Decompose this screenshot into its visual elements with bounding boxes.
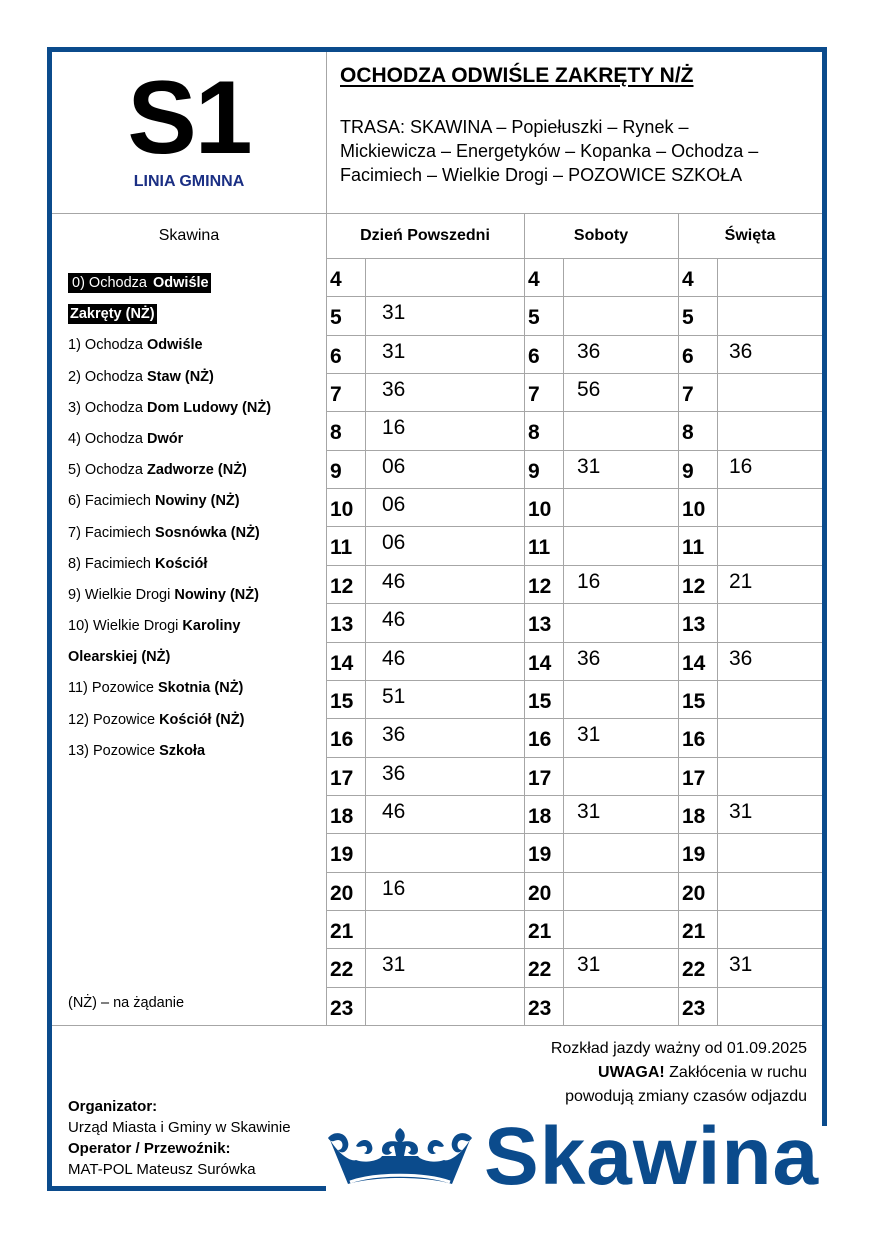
saturday-minutes: 36 bbox=[577, 646, 601, 670]
stop-name: Odwiśle bbox=[147, 337, 203, 354]
row-divider bbox=[326, 833, 822, 834]
weekday-minutes: 46 bbox=[382, 569, 406, 593]
stop-prefix: 3) Ochodza bbox=[68, 399, 147, 416]
weekday-minutes: 46 bbox=[382, 799, 406, 823]
saturday-hour: 14 bbox=[528, 651, 552, 675]
stop-list bbox=[68, 268, 328, 767]
weekday-hour: 14 bbox=[330, 651, 354, 675]
stop-prefix: 13) Pozowice bbox=[68, 742, 160, 759]
weekday-minutes: 31 bbox=[382, 953, 406, 977]
weekday-hour: 11 bbox=[330, 536, 353, 560]
stop-item bbox=[68, 549, 328, 580]
saturday-hour: 8 bbox=[528, 421, 540, 445]
stop-name: Nowiny (NŻ) bbox=[174, 586, 259, 603]
weekday-hour: 4 bbox=[330, 268, 342, 291]
weekday-hour: 9 bbox=[330, 459, 342, 483]
weekday-minutes: 06 bbox=[382, 493, 406, 517]
holiday-hour: 13 bbox=[682, 613, 706, 637]
saturday-hour: 23 bbox=[528, 996, 552, 1020]
holiday-hour: 22 bbox=[682, 958, 706, 982]
stop-name: Zakręty (NŻ) bbox=[70, 306, 155, 323]
holiday-hour: 16 bbox=[682, 728, 706, 752]
row-divider bbox=[326, 642, 822, 643]
weekday-hour: 21 bbox=[330, 919, 354, 943]
stop-item bbox=[68, 673, 328, 704]
row-divider bbox=[326, 680, 822, 681]
row-divider bbox=[326, 795, 822, 796]
valid-from: Rozkład jazdy ważny od 01.09.2025 bbox=[550, 1040, 807, 1057]
weekday-hour: 18 bbox=[330, 804, 354, 828]
warning-line bbox=[551, 1061, 807, 1085]
stop-item bbox=[68, 330, 328, 361]
saturday-hour: 12 bbox=[528, 574, 552, 598]
stop-item-cont bbox=[68, 642, 328, 673]
skawina-logo bbox=[326, 1111, 827, 1202]
saturday-hour: 4 bbox=[528, 268, 540, 291]
stop-name: Sosnówka (NŻ) bbox=[155, 524, 260, 541]
weekday-minutes: 31 bbox=[382, 339, 406, 363]
saturday-hour: 6 bbox=[528, 344, 540, 368]
saturday-hour: 9 bbox=[528, 459, 540, 483]
weekday-minutes: 06 bbox=[382, 531, 406, 555]
current-stop bbox=[68, 268, 328, 299]
saturday-minutes: 56 bbox=[577, 378, 601, 402]
weekday-hour: 23 bbox=[330, 996, 354, 1020]
row-divider bbox=[326, 948, 822, 949]
weekday-minutes: 16 bbox=[382, 876, 406, 900]
route-description: TRASA: SKAWINA – Popiełuszki – Rynek – Mickiewicza – Energetyków – Kopanka – Ochodza – Facimiech – Wielkie Drogi – POZOWICE SZKOŁA bbox=[340, 117, 759, 185]
stop-item bbox=[68, 393, 328, 424]
row-divider bbox=[326, 450, 822, 451]
stop-title: OCHODZA ODWIŚLE ZAKRĘTY N/Ż bbox=[340, 64, 694, 87]
holiday-hour: 11 bbox=[682, 536, 705, 560]
saturday-hour: 16 bbox=[528, 728, 552, 752]
saturday-hour: 7 bbox=[528, 383, 540, 407]
weekday-hour: 16 bbox=[330, 728, 354, 752]
weekday-hour: 19 bbox=[330, 843, 354, 867]
holiday-hour: 18 bbox=[682, 804, 706, 828]
row-divider bbox=[326, 718, 822, 719]
stop-name: Karoliny bbox=[182, 618, 241, 635]
holiday-minutes: 36 bbox=[729, 339, 753, 363]
line-type: LINIA GMINNA bbox=[133, 173, 245, 190]
holiday-minutes: 31 bbox=[729, 799, 753, 823]
holiday-hour: 12 bbox=[682, 574, 706, 598]
row-divider bbox=[326, 603, 822, 604]
holiday-hour: 17 bbox=[682, 766, 706, 790]
saturday-hour: 17 bbox=[528, 766, 552, 790]
warning-text: Zakłócenia w ruchu bbox=[664, 1064, 807, 1081]
stop-item bbox=[68, 611, 328, 642]
stop-name: Kościół bbox=[155, 555, 208, 572]
saturday-minutes: 31 bbox=[577, 799, 601, 823]
stop-prefix: 12) Pozowice bbox=[68, 711, 160, 728]
stop-prefix: 8) Facimiech bbox=[68, 555, 156, 572]
stop-item bbox=[68, 705, 328, 736]
weekday-minutes: 16 bbox=[382, 416, 406, 440]
weekday-minutes: 46 bbox=[382, 646, 406, 670]
stop-prefix: 6) Facimiech bbox=[68, 493, 156, 510]
weekday-minutes: 51 bbox=[382, 684, 406, 708]
holiday-minutes: 16 bbox=[729, 454, 753, 478]
stop-item bbox=[68, 736, 328, 767]
holiday-hour: 14 bbox=[682, 651, 706, 675]
warning-text-2: powodują zmiany czasów odjazdu bbox=[565, 1088, 807, 1105]
holiday-hour: 10 bbox=[682, 498, 706, 522]
stop-name: Olearskiej (NŻ) bbox=[68, 649, 171, 666]
weekday-hour: 7 bbox=[330, 383, 342, 407]
stop-prefix: 9) Wielkie Drogi bbox=[68, 586, 175, 603]
weekday-hour: 13 bbox=[330, 613, 354, 637]
row-divider bbox=[326, 296, 822, 297]
weekday-header: Dzień Powszedni bbox=[360, 226, 490, 244]
holiday-minutes: 21 bbox=[729, 569, 753, 593]
holiday-hour: 21 bbox=[682, 919, 706, 943]
row-divider bbox=[326, 488, 822, 489]
stop-item bbox=[68, 424, 328, 455]
current-stop-cont bbox=[68, 299, 328, 330]
stop-name: Dom Ludowy (NŻ) bbox=[147, 399, 272, 416]
row-divider bbox=[326, 411, 822, 412]
saturday-hour: 22 bbox=[528, 958, 552, 982]
stop-prefix: 10) Wielkie Drogi bbox=[68, 618, 183, 635]
row-divider bbox=[326, 872, 822, 873]
stop-name: Skotnia (NŻ) bbox=[158, 680, 244, 697]
divider bbox=[326, 258, 822, 259]
holiday-hour: 20 bbox=[682, 881, 706, 905]
row-divider bbox=[326, 757, 822, 758]
stop-prefix: 1) Ochodza bbox=[68, 337, 147, 354]
stop-name: Dwór bbox=[147, 430, 184, 447]
weekday-minutes: 36 bbox=[382, 761, 406, 785]
holiday-hour: 19 bbox=[682, 843, 706, 867]
timetable-frame bbox=[47, 47, 827, 1191]
validity-info bbox=[551, 1037, 807, 1109]
operator-label: Operator / Przewoźnik: bbox=[68, 1140, 231, 1157]
stop-item bbox=[68, 455, 328, 486]
stop-name: Szkoła bbox=[159, 742, 206, 759]
stop-prefix: 11) Pozowice bbox=[68, 680, 158, 697]
on-request-legend: (NŻ) – na żądanie bbox=[68, 995, 185, 1011]
warning-label: UWAGA! bbox=[598, 1064, 665, 1081]
saturday-hour: 10 bbox=[528, 498, 552, 522]
saturday-minutes: 16 bbox=[577, 569, 601, 593]
weekday-hour: 6 bbox=[330, 344, 342, 368]
weekday-hour: 20 bbox=[330, 881, 354, 905]
holiday-header: Święta bbox=[724, 226, 776, 244]
saturday-minutes: 31 bbox=[577, 723, 601, 747]
stop-item bbox=[68, 518, 328, 549]
stop-name: Nowiny (NŻ) bbox=[155, 493, 240, 510]
saturday-hour: 21 bbox=[528, 919, 552, 943]
holiday-hour: 6 bbox=[682, 344, 694, 368]
weekday-hour: 17 bbox=[330, 766, 354, 790]
holiday-hour: 9 bbox=[682, 459, 694, 483]
weekday-minutes: 36 bbox=[382, 723, 406, 747]
weekday-minutes: 46 bbox=[382, 608, 406, 632]
holiday-minutes: 36 bbox=[729, 646, 753, 670]
saturday-hour: 20 bbox=[528, 881, 552, 905]
saturday-hour: 13 bbox=[528, 613, 552, 637]
organizer-name: Urząd Miasta i Gminy w Skawinie bbox=[68, 1119, 291, 1136]
holiday-hour: 7 bbox=[682, 383, 694, 407]
weekday-hour: 10 bbox=[330, 498, 354, 522]
weekday-hour: 22 bbox=[330, 958, 354, 982]
holiday-hour: 23 bbox=[682, 996, 706, 1020]
stop-prefix: 5) Ochodza bbox=[68, 462, 147, 479]
weekday-minutes: 31 bbox=[382, 301, 406, 325]
weekday-minutes: 06 bbox=[382, 454, 406, 478]
stop-prefix: 2) Ochodza bbox=[68, 368, 147, 385]
row-divider bbox=[326, 526, 822, 527]
weekday-hour: 5 bbox=[330, 306, 342, 330]
saturday-hour: 11 bbox=[528, 536, 551, 560]
organizer-info bbox=[68, 1096, 291, 1180]
stop-item bbox=[68, 486, 328, 517]
saturday-header: Soboty bbox=[573, 226, 629, 244]
weekday-hour: 8 bbox=[330, 421, 342, 445]
direction-header: Skawina bbox=[158, 226, 220, 244]
stop-name: Odwiśle bbox=[153, 275, 209, 291]
weekday-hour: 15 bbox=[330, 689, 354, 713]
holiday-hour: 5 bbox=[682, 306, 694, 330]
crown-icon bbox=[326, 1126, 474, 1192]
stop-name: Zadworze (NŻ) bbox=[147, 462, 247, 479]
stop-prefix: 7) Facimiech bbox=[68, 524, 156, 541]
holiday-minutes: 31 bbox=[729, 953, 753, 977]
saturday-minutes: 31 bbox=[577, 953, 601, 977]
holiday-hour: 15 bbox=[682, 689, 706, 713]
logo-text: Skawina bbox=[484, 1111, 820, 1202]
row-divider bbox=[326, 565, 822, 566]
row-divider bbox=[326, 335, 822, 336]
weekday-hour: 12 bbox=[330, 574, 354, 598]
stop-prefix: 4) Ochodza bbox=[68, 430, 147, 447]
holiday-hour: 8 bbox=[682, 421, 694, 445]
saturday-minutes: 36 bbox=[577, 339, 601, 363]
stop-item bbox=[68, 580, 328, 611]
row-divider bbox=[326, 987, 822, 988]
stop-prefix: 0) Ochodza bbox=[72, 275, 151, 291]
weekday-minutes: 36 bbox=[382, 378, 406, 402]
organizer-label: Organizator: bbox=[68, 1098, 158, 1115]
saturday-hour: 19 bbox=[528, 843, 552, 867]
saturday-hour: 15 bbox=[528, 689, 552, 713]
stop-item bbox=[68, 362, 328, 393]
saturday-hour: 18 bbox=[528, 804, 552, 828]
saturday-hour: 5 bbox=[528, 306, 540, 330]
line-number: S1 bbox=[127, 60, 251, 176]
operator-name: MAT-POL Mateusz Surówka bbox=[68, 1161, 256, 1178]
holiday-hour: 4 bbox=[682, 268, 694, 291]
divider bbox=[52, 1025, 822, 1026]
row-divider bbox=[326, 373, 822, 374]
row-divider bbox=[326, 910, 822, 911]
saturday-minutes: 31 bbox=[577, 454, 601, 478]
stop-name: Staw (NŻ) bbox=[147, 368, 214, 385]
stop-name: Kościół (NŻ) bbox=[159, 711, 245, 728]
